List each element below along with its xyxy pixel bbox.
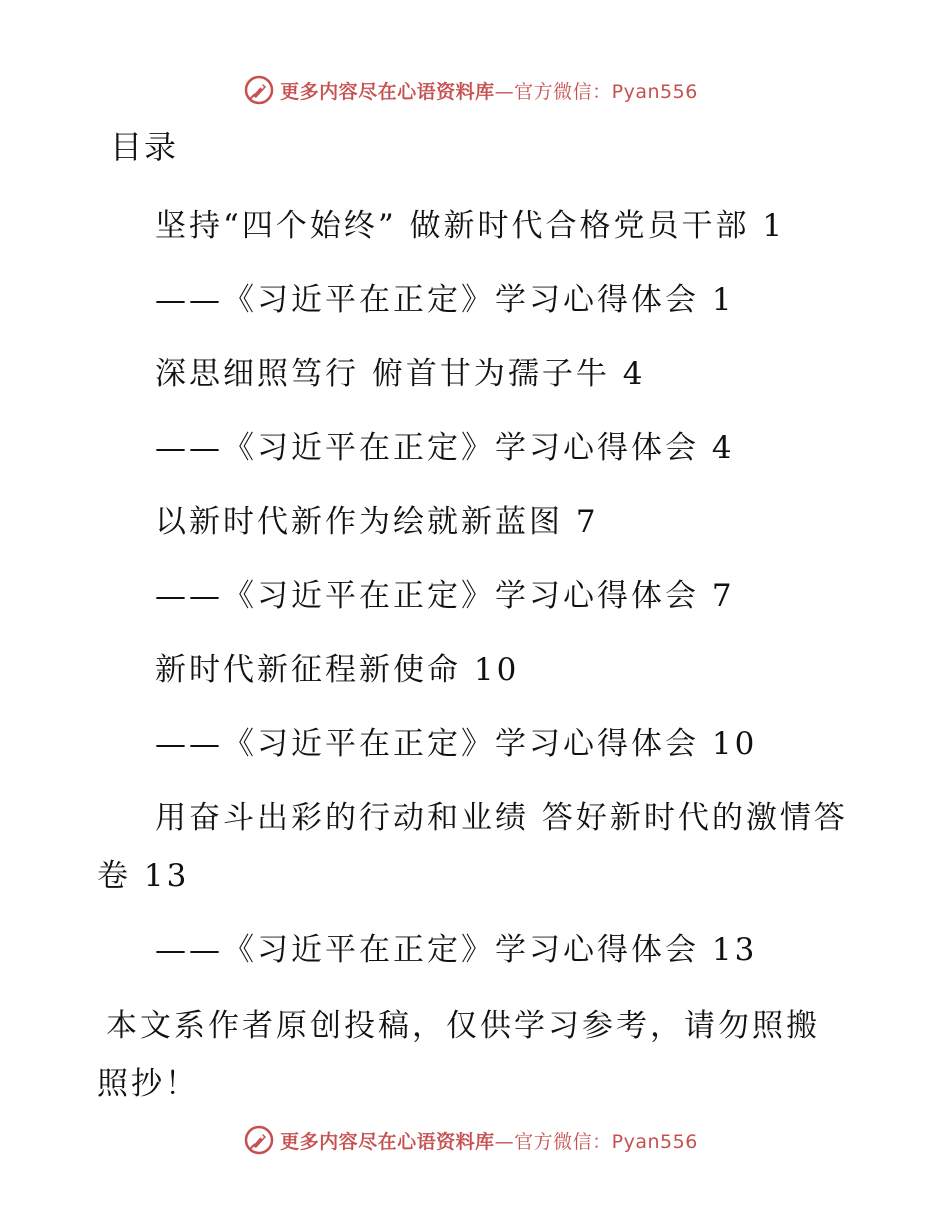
toc-entry-4-subtitle: ——《习近平在正定》学习心得体会 10 [155,726,758,762]
header-banner-wechat: —官方微信：Pyan556 [494,80,698,103]
document-title: 目录 [110,128,179,166]
header-banner-content [244,75,698,105]
toc-entry-5-title-continued: 卷 13 [97,858,190,894]
copyright-note: 本文系作者原创投稿，仅供学习参考，请勿照搬 [106,1008,820,1044]
footer-banner-content [244,1125,698,1155]
toc-entry-3-subtitle: ——《习近平在正定》学习心得体会 7 [155,578,735,614]
toc-entry-5-title: 用奋斗出彩的行动和业绩 答好新时代的激情答 [155,800,848,836]
toc-entry-1-subtitle: ——《习近平在正定》学习心得体会 1 [155,282,735,318]
toc-entry-1-title: 坚持“四个始终” 做新时代合格党员干部 1 [155,208,786,244]
footer-banner-text [280,1127,698,1154]
toc-entry-2-title: 深思细照笃行 俯首甘为孺子牛 4 [155,356,646,392]
footer-banner-site: 更多内容尽在心语资料库 [280,1130,495,1153]
toc-entry-2-subtitle: ——《习近平在正定》学习心得体会 4 [155,430,735,466]
footer-banner-wechat: —官方微信：Pyan556 [494,1130,698,1153]
toc-entry-5-subtitle: ——《习近平在正定》学习心得体会 13 [155,932,758,968]
footer-banner [0,1120,950,1160]
pen-nib-logo-icon [244,1125,274,1155]
header-banner-site: 更多内容尽在心语资料库 [280,80,495,103]
toc-entry-3-title: 以新时代新作为绘就新蓝图 7 [155,504,599,540]
pen-nib-logo-icon [244,75,274,105]
header-banner-text [280,77,698,104]
toc-entry-4-title: 新时代新征程新使命 10 [155,652,520,688]
header-banner [0,70,950,110]
copyright-note-continued: 照抄！ [97,1066,199,1102]
